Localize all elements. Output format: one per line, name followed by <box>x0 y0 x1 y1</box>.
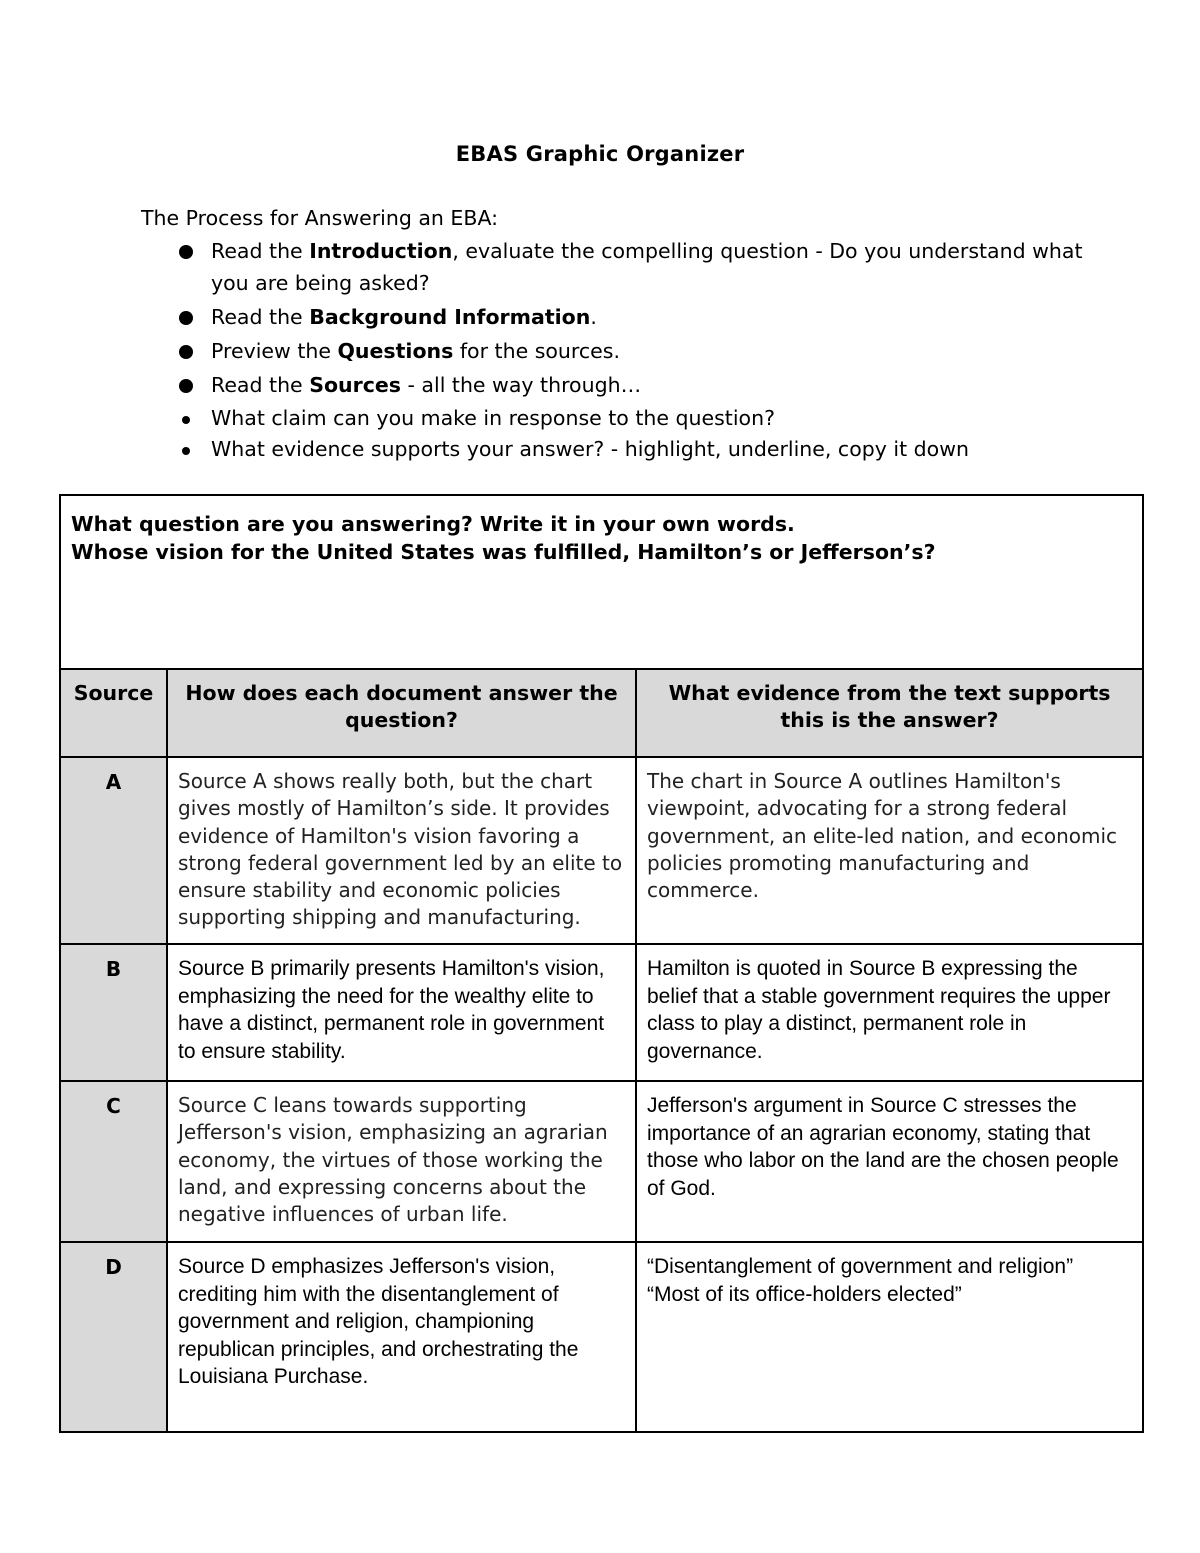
source-label: A <box>60 757 167 944</box>
process-sub-step <box>141 403 1101 434</box>
evidence-quote: “Disentanglement of government and religion” <box>647 1255 1074 1278</box>
process-step <box>141 235 1101 299</box>
question-answer: Whose vision for the United States was fulfilled, Hamilton’s or Jefferson’s? <box>71 540 936 564</box>
step-text-post: , evaluate the compelling question - Do you understand what you are being asked? <box>211 239 1083 295</box>
step-text-pre: Preview the <box>211 339 338 363</box>
step-text-pre: Read the <box>211 373 310 397</box>
table-row <box>60 944 1143 1081</box>
bullet-icon <box>179 245 193 259</box>
bullet-icon <box>182 416 190 424</box>
bullet-icon <box>179 345 193 359</box>
step-text-pre: Read the <box>211 239 310 263</box>
evidence-cell: The chart in Source A outlines Hamilton's viewpoint, advocating for a strong federal government, an elite-led nation, and economic policies promoting manufacturing and commerce. <box>636 757 1143 944</box>
bullet-icon <box>179 311 193 325</box>
evidence-cell: Hamilton is quoted in Source B expressing the belief that a stable government requires the upper class to play a distinct, permanent role in governance. <box>636 944 1143 1081</box>
evidence-cell: Jefferson's argument in Source C stresses the importance of an agrarian economy, stating that those who labor on the land are the chosen people of God. <box>636 1081 1143 1242</box>
source-label: D <box>60 1242 167 1432</box>
header-row <box>60 669 1143 757</box>
graphic-organizer-table <box>59 494 1144 1433</box>
header-evidence: What evidence from the text supports this is the answer? <box>636 669 1143 757</box>
table-row <box>60 1081 1143 1242</box>
step-text-bold: Questions <box>337 339 454 363</box>
process-heading: The Process for Answering an EBA: <box>141 206 499 230</box>
step-text-bold: Introduction <box>309 239 453 263</box>
question-row <box>60 495 1143 669</box>
process-step <box>141 301 1101 333</box>
source-label: B <box>60 944 167 1081</box>
how-cell: Source C leans towards supporting Jefferson's vision, emphasizing an agrarian economy, the virtues of those working the land, and expressing concerns about the negative influences of urban life. <box>167 1081 636 1242</box>
how-cell: Source B primarily presents Hamilton's vision, emphasizing the need for the wealthy elite to have a distinct, permanent role in government to ensure stability. <box>167 944 636 1081</box>
question-prompt: What question are you answering? Write it in your own words. <box>71 512 795 536</box>
step-text-post: - all the way through… <box>401 373 642 397</box>
how-cell: Source D emphasizes Jefferson's vision, crediting him with the disentanglement of government and religion, championing republican principles, and orchestrating the Louisiana Purchase. <box>167 1242 636 1432</box>
step-text-post: for the sources. <box>453 339 620 363</box>
bullet-icon <box>182 447 190 455</box>
how-cell: Source A shows really both, but the chart gives mostly of Hamilton’s side. It provides evidence of Hamilton's vision favoring a strong federal government led by an elite to ensure stability and economic policies supporting shipping and manufacturing. <box>167 757 636 944</box>
table-row <box>60 1242 1143 1432</box>
sub-step-text: What evidence supports your answer? - highlight, underline, copy it down <box>211 437 969 461</box>
process-list <box>141 235 1101 465</box>
step-text-pre: Read the <box>211 305 310 329</box>
process-sub-step <box>141 434 1101 465</box>
evidence-cell <box>636 1242 1143 1432</box>
source-label: C <box>60 1081 167 1242</box>
page-title: EBAS Graphic Organizer <box>455 142 745 166</box>
question-cell <box>60 495 1143 669</box>
process-section <box>141 204 1101 465</box>
process-step <box>141 335 1101 367</box>
header-how: How does each document answer the question? <box>167 669 636 757</box>
step-text-post: . <box>590 305 597 329</box>
bullet-icon <box>179 379 193 393</box>
sub-step-text: What claim can you make in response to the question? <box>211 406 775 430</box>
step-text-bold: Sources <box>309 373 401 397</box>
header-source: Source <box>60 669 167 757</box>
evidence-quote: “Most of its office-holders elected” <box>647 1282 962 1306</box>
process-step <box>141 369 1101 401</box>
step-text-bold: Background Information <box>309 305 591 329</box>
table-row <box>60 757 1143 944</box>
